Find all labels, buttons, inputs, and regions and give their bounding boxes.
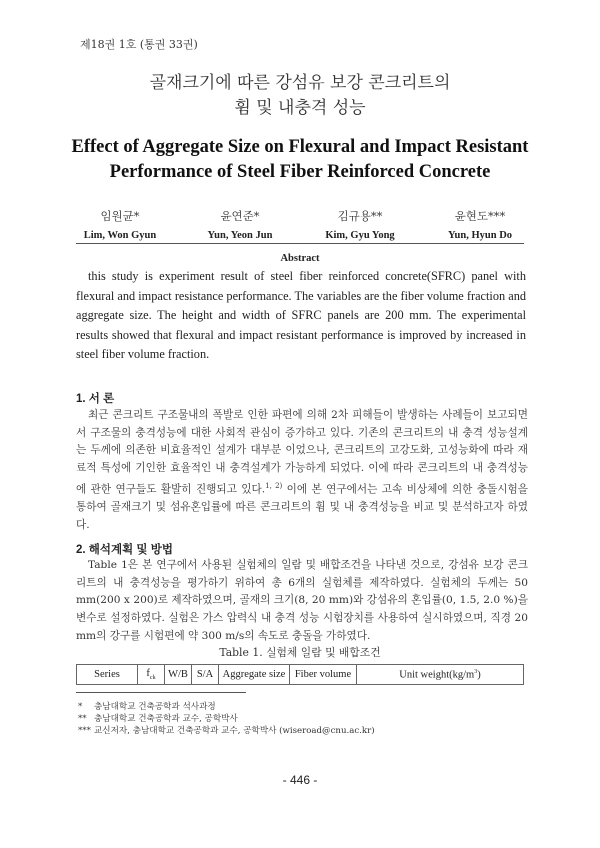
footnote-1-mark: * <box>78 702 83 712</box>
footnote-2-mark: ** <box>78 714 87 724</box>
author-list <box>60 208 540 241</box>
footnote-1 <box>78 700 216 712</box>
author-4 <box>420 208 540 241</box>
header-fck <box>138 665 165 685</box>
header-wb: W/B <box>165 665 192 685</box>
header-fck-f: f <box>146 668 150 679</box>
header-unit-weight <box>357 665 524 685</box>
korean-title-line-1: 골재크기에 따른 강섬유 보강 콘크리트의 <box>149 73 451 93</box>
journal-volume-info: 제18권 1호 (통권 33권) <box>80 38 198 51</box>
header-unit-weight-close: ) <box>477 669 481 681</box>
author-3 <box>300 208 420 241</box>
author-3-english-name: Kim, Gyu Yong <box>325 230 395 241</box>
header-sa: S/A <box>192 665 219 685</box>
author-2-korean-name: 윤연준* <box>220 209 260 223</box>
header-fiber-volume: Fiber volume <box>290 665 357 685</box>
footnote-2 <box>78 712 238 724</box>
abstract-divider <box>76 243 524 244</box>
header-unit-weight-text: Unit weight(kg/m <box>399 669 475 681</box>
footnote-3-text: 교신저자, 충남대학교 건축공학과 교수, 공학박사 (wiseroad@cnu.ac.kr) <box>94 726 375 736</box>
author-1-english-name: Lim, Won Gyun <box>83 230 157 241</box>
header-unit-weight-superscript: 3 <box>474 668 478 675</box>
header-series: Series <box>77 665 138 685</box>
author-3-korean-name: 김규용** <box>337 209 383 223</box>
abstract-text: this study is experiment result of steel fiber reinforced concrete(SFRC) panel with flexural and impact resistance performance. The variables are the fiber volume fraction and aggregate size. The height and width of SFRC panels are 200 mm. The experimental results showed that flexural and impact resistant performance is improved by increased in steel fiber volume fraction. <box>76 269 526 361</box>
section-2-heading: 2. 해석계획 및 방법 <box>76 544 173 556</box>
author-2-english-name: Yun, Yeon Jun <box>207 230 273 241</box>
footnote-3 <box>78 724 375 736</box>
section-1-text-b: 이에 본 연구에서는 고속 비상체에 의한 충돌시험을 통하여 골재크기 및 섬유혼입률에 따른 콘크리트의 휨 및 내 충격성능을 비교 및 분석하고자 하였다. <box>76 483 528 531</box>
footnote-1-text: 충남대학교 건축공학과 석사과정 <box>94 702 216 712</box>
footnote-3-mark: *** <box>78 726 91 736</box>
author-4-korean-name: 윤현도*** <box>454 209 506 223</box>
author-4-english-name: Yun, Hyun Do <box>447 230 513 241</box>
english-title-line-2: Performance of Steel Fiber Reinforced Concrete <box>109 162 491 182</box>
footnote-divider <box>76 692 246 693</box>
author-1 <box>60 208 180 241</box>
author-2 <box>180 208 300 241</box>
section-1-text-a: 최근 콘크리트 구조물내의 폭발로 인한 파편에 의해 2차 피해들이 발생하는 사례들이 보고되면서 구조물의 충격성능에 대한 사회적 관심이 증가하고 있다. 기존의 콘크리트의 내 충격 성능설계는 두께에 의존한 비효율적인 설계가 대부분 이었으나, 콘크리트의 고강도화, 고성능화에 따라 재료적 특성에 기인한 효율적인 내 충격설계가 가능하게 되었다. 이에 따라 콘크리트의 내 충격성능에 관한 연구들도 활발히 진행되고 있다. <box>76 409 528 496</box>
citation-superscript: 1, 2) <box>265 481 283 490</box>
header-fck-subscript: ck <box>149 675 156 682</box>
section-1-heading: 1. 서 론 <box>76 393 115 405</box>
korean-title-line-2: 휨 및 내충격 성능 <box>234 98 366 118</box>
table-1 <box>76 664 524 685</box>
header-aggregate-size: Aggregate size <box>219 665 290 685</box>
section-2-paragraph: Table 1은 본 연구에서 사용된 실험체의 일람 및 배합조건을 나타낸 것으로, 강섬유 보강 콘크리트의 내 충격성능을 평가하기 위하여 총 6개의 실험체를 제작하였다. 실험체의 두께는 50 mm(200 x 200)로 제작하였으며, 골재의 크기(8, 20 mm)와 강섬유의 혼입률(0, 1.5, 2.0 %)을 변수로 설정하였다. 실험은 가스 압력식 내 충격 성능 시험장치를 사용하여 실시하였으며, 직경 20 mm의 강구를 시험편에 약 300 m/s의 속도로 충돌을 가하였다. <box>76 559 528 642</box>
table-1-caption: Table 1. 실험체 일람 및 배합조건 <box>219 646 381 659</box>
footnote-2-text: 충남대학교 건축공학과 교수, 공학박사 <box>94 714 238 724</box>
abstract-heading: Abstract <box>280 253 320 264</box>
english-title-line-1: Effect of Aggregate Size on Flexural and Impact Resistant <box>71 137 529 157</box>
author-1-korean-name: 임원균* <box>100 209 140 223</box>
page-number: - 446 - <box>282 773 318 787</box>
table-header-row <box>77 665 524 685</box>
section-1-paragraph <box>76 407 528 534</box>
